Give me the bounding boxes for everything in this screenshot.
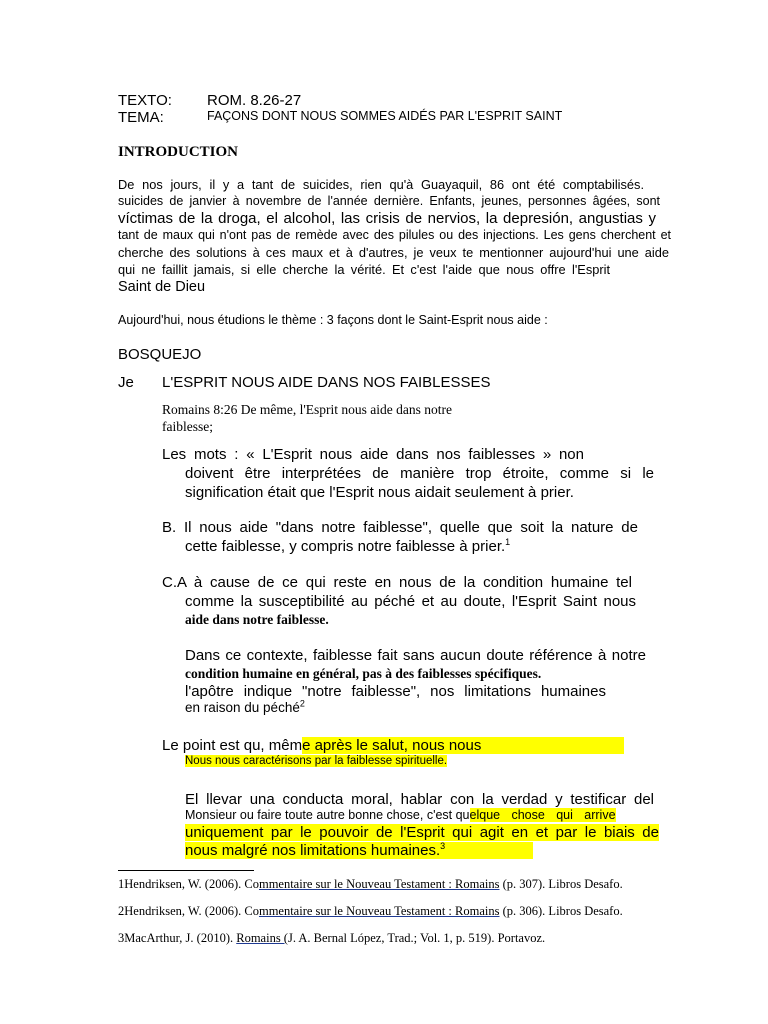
point-a-line-3: signification était que l'Esprit nous aidait seulement à prier. — [185, 484, 574, 501]
moral-line-2: Monsieur ou faire toute autre bonne chose, c'est quelque chose qui arrive — [185, 808, 616, 822]
footnote-ref-3: 3 — [440, 841, 446, 851]
intro-line-7: Saint de Dieu — [118, 279, 206, 295]
footnote-1-link[interactable]: mmentaire sur le Nouveau Testament : Romains — [258, 877, 500, 891]
footnote-2-link[interactable]: mmentaire sur le Nouveau Testament : Romains — [258, 904, 500, 918]
point-c-line-3: aide dans notre faiblesse. — [185, 612, 329, 627]
intro-line-6: qui ne faillit jamais, si elle cherche la vérité. Et c'est l'aide que nous offre l'Esprit — [118, 262, 610, 277]
intro-line-5: cherche des solutions à ces maux et à d'autres, je veux te mentionner aujourd'hui une aide — [118, 245, 669, 260]
point-b-line-1: B. Il nous aide "dans notre faiblesse", quelle que soit la nature de — [162, 519, 638, 536]
intro-line-2: suicides de janvier à novembre de l'année dernière. Enfants, jeunes, personnes âgées, sont — [118, 194, 660, 208]
context-line-4: en raison du péché$^2$ — [185, 698, 305, 715]
tema-label: TEMA: — [118, 109, 164, 126]
point1-title: L'ESPRIT NOUS AIDE DANS NOS FAIBLESSES — [162, 374, 491, 391]
point-c-line-2: comme la susceptibilité au péché et au doute, l'Esprit Saint nous — [185, 593, 636, 610]
texto-label: TEXTO: — [118, 92, 172, 109]
footnote-2: 2Hendriksen, W. (2006). Commentaire sur le Nouveau Testament : Romains (p. 306). Libros Desafo. — [118, 904, 623, 918]
texto-value: ROM. 8.26-27 — [207, 92, 302, 109]
intro-today: Aujourd'hui, nous étudions le thème : 3 façons dont le Saint-Esprit nous aide : — [118, 313, 548, 327]
introduction-heading: INTRODUCTION — [118, 144, 239, 160]
point-a-line-2: doivent être interprétées de manière trop étroite, comme si le — [185, 465, 654, 482]
context-line-1: Dans ce contexte, faiblesse fait sans aucun doute référence à notre — [185, 647, 646, 664]
point-line-1: Le point est qu, même après le salut, nous nous — [162, 737, 624, 754]
verse-line-2: faiblesse; — [162, 419, 213, 434]
context-line-3: l'apôtre indique "notre faiblesse", nos limitations humaines — [185, 683, 606, 700]
footnote-separator — [118, 870, 254, 871]
verse-line-1: Romains 8:26 De même, l'Esprit nous aide dans notre — [162, 402, 453, 417]
moral-line-3: uniquement par le pouvoir de l'Esprit qui agit en et par le biais de — [185, 824, 659, 841]
footnote-1: 1Hendriksen, W. (2006). Commentaire sur le Nouveau Testament : Romains (p. 307). Libros Desafo. — [118, 877, 623, 891]
moral-line-1: El llevar una conducta moral, hablar con la verdad y testificar del — [185, 791, 654, 808]
outline-heading: BOSQUEJO — [118, 346, 202, 363]
point-b-line-2: cette faiblesse, y compris notre faiblesse à prier.$^1$ — [185, 537, 511, 555]
footnote-3: 3MacArthur, J. (2010). Romains (J. A. Bernal López, Trad.; Vol. 1, p. 519). Portavoz. — [118, 931, 546, 945]
footnote-3-link[interactable]: Romains ( — [236, 931, 288, 945]
tema-value: FAÇONS DONT NOUS SOMMES AIDÉS PAR L'ESPRIT SAINT — [207, 109, 563, 123]
footnote-ref-1: 1 — [505, 537, 511, 547]
point1-marker: Je — [118, 374, 134, 391]
intro-line-4: tant de maux qui n'ont pas de remède avec des pilules ou des injections. Les gens cherchent et — [118, 228, 671, 242]
context-line-2: condition humaine en général, pas à des faiblesses spécifiques. — [185, 666, 542, 681]
point-line-2: Nous nous caractérisons par la faiblesse spirituelle. — [185, 755, 448, 767]
intro-line-1: De nos jours, il y a tant de suicides, rien qu'à Guayaquil, 86 ont été comptabilisés. — [118, 177, 644, 192]
moral-line-4: nous malgré nos limitations humaines.$^3$ — [185, 842, 533, 859]
point-a-line-1: Les mots : « L'Esprit nous aide dans nos faiblesses » non — [162, 446, 584, 463]
footnote-ref-2: 2 — [299, 698, 305, 709]
intro-line-3: víctimas de la droga, el alcohol, las crisis de nervios, la depresión, angustias y — [118, 210, 656, 227]
point-c-line-1: C.A à cause de ce qui reste en nous de la condition humaine tel — [162, 574, 632, 591]
